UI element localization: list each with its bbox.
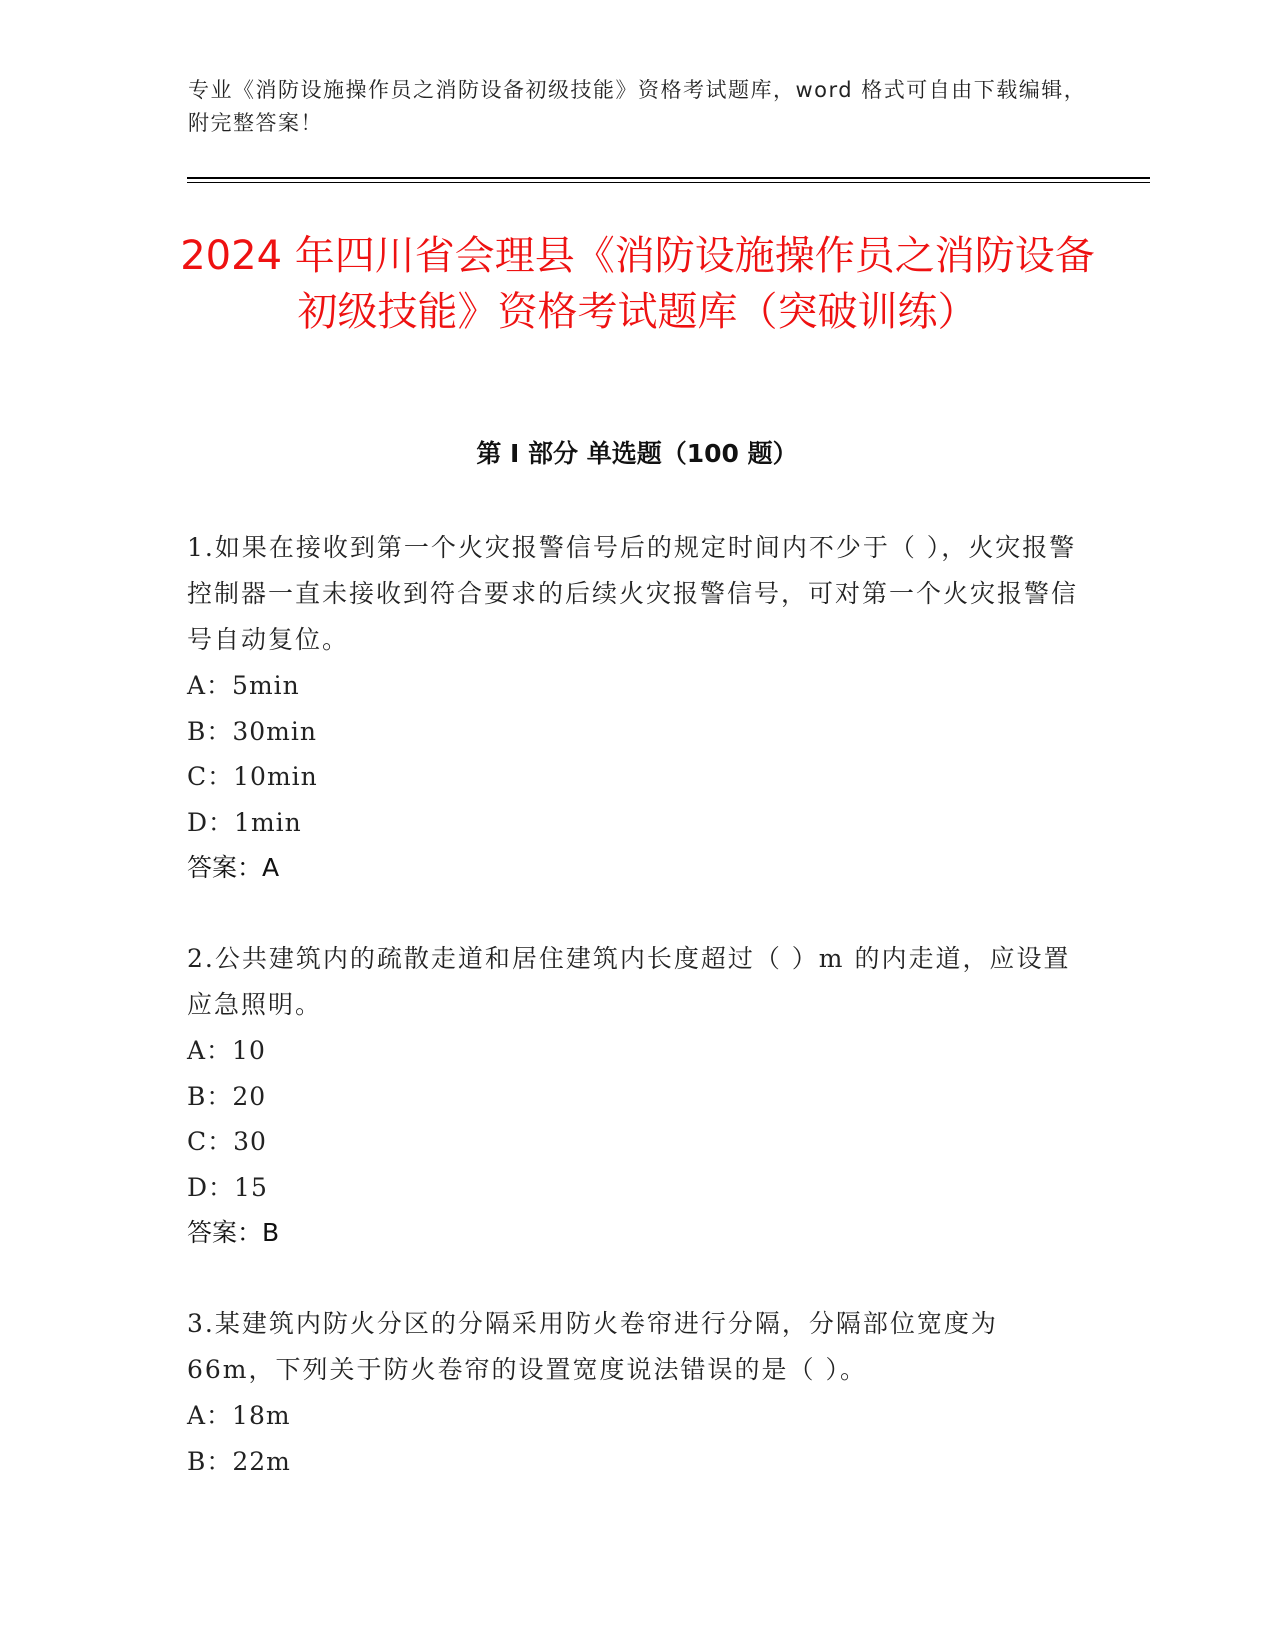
answer: 答案：B	[187, 1218, 280, 1247]
header-note: 专业《消防设施操作员之消防设备初级技能》资格考试题库，word 格式可自由下载编辑，附完整答案！	[188, 78, 1087, 135]
option-a: A：5min	[187, 671, 300, 700]
question-list	[187, 525, 1087, 1530]
header-divider-thin	[187, 182, 1150, 183]
option-d: D：15	[187, 1172, 268, 1202]
question-3	[187, 1301, 1087, 1484]
header-divider-thick	[187, 177, 1150, 179]
answer: 答案：A	[187, 853, 280, 882]
document-title: 2024 年四川省会理县《消防设施操作员之消防设备初级技能》资格考试题库（突破训练）	[180, 233, 1095, 335]
question-2	[187, 936, 1087, 1255]
option-c: C：10min	[187, 762, 318, 791]
option-b: B：20	[187, 1081, 267, 1111]
option-a: A：10	[187, 1036, 266, 1065]
option-c: C：30	[187, 1127, 267, 1156]
option-d: D：1min	[187, 807, 302, 837]
option-a: A：18m	[187, 1401, 291, 1430]
question-stem: 2.公共建筑内的疏散走道和居住建筑内长度超过（ ）m 的内走道，应设置应急照明。	[187, 944, 1071, 1019]
question-1	[187, 525, 1087, 890]
option-b: B：22m	[187, 1446, 291, 1476]
option-b: B：30min	[187, 716, 317, 746]
question-stem: 1.如果在接收到第一个火灾报警信号后的规定时间内不少于（ ），火灾报警控制器一直未接收到符合要求的后续火灾报警信号，可对第一个火灾报警信号自动复位。	[187, 533, 1079, 654]
question-stem: 3.某建筑内防火分区的分隔采用防火卷帘进行分隔，分隔部位宽度为 66m，下列关于防火卷帘的设置宽度说法错误的是（ ）。	[187, 1309, 998, 1384]
section-heading: 第 I 部分 单选题（100 题）	[476, 439, 798, 468]
